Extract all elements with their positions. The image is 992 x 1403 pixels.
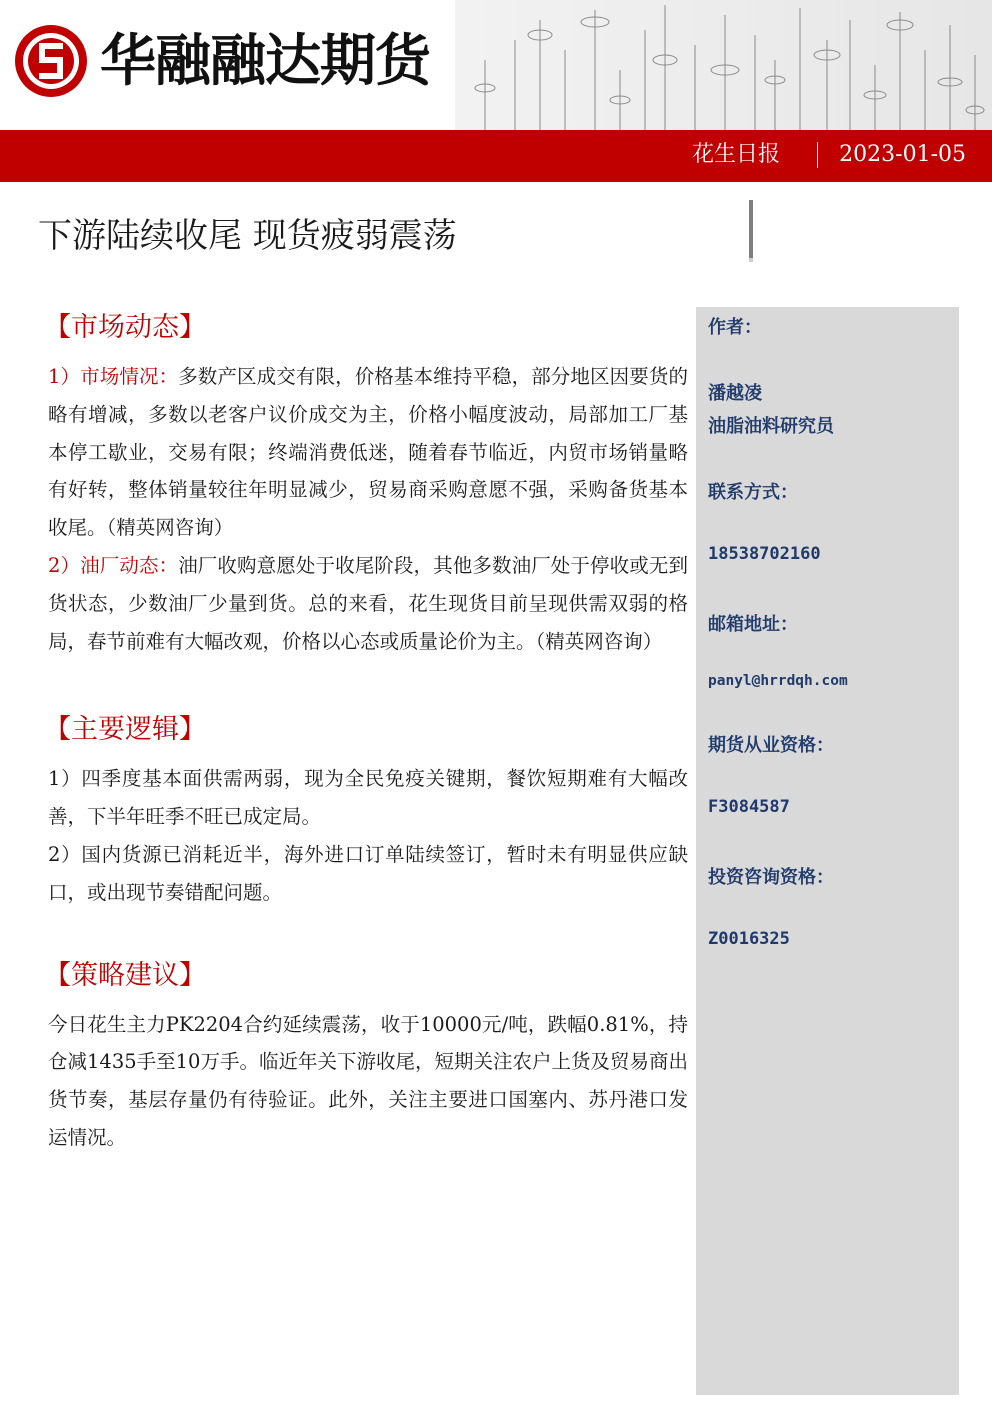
report-type: 花生日报 <box>691 142 780 167</box>
email-label: 邮箱地址： <box>708 614 798 635</box>
advisory-cert-number: Z0016325 <box>708 929 790 949</box>
phone-number: 18538702160 <box>708 544 821 564</box>
company-logo-icon <box>12 22 90 100</box>
market-text-2: 油厂收购意愿处于收尾阶段，其他多数油厂处于停收或无到货状态，少数油厂少量到货。总的来看，花生现货目前呈现供需双弱的格局，春节前难有大幅改观，价格以心态或质量论价为主。（精英网咨询） <box>48 553 688 653</box>
page-title: 下游陆续收尾 现货疲弱震荡 <box>38 216 457 256</box>
title-rule <box>749 200 753 260</box>
brand-name: 华融融达期货 <box>100 29 430 94</box>
contact-label: 联系方式： <box>708 482 798 503</box>
report-date: 2023-01-05 <box>839 142 966 167</box>
section-heading-logic: 【主要逻辑】 <box>44 714 206 746</box>
author-title: 油脂油料研究员 <box>708 416 834 437</box>
futures-cert-number: F3084587 <box>708 797 790 817</box>
author-label: 作者： <box>708 317 762 338</box>
logic-paragraph-1: 1）四季度基本面供需两弱，现为全民免疫关键期，餐饮短期难有大幅改善，下半年旺季不旺已成定局。 <box>48 767 688 829</box>
main-content <box>44 308 688 1157</box>
page-header <box>0 0 992 130</box>
email-address[interactable]: panyl@hrrdqh.com <box>708 673 848 689</box>
section-heading-strategy: 【策略建议】 <box>44 959 206 991</box>
title-rule-end <box>749 258 753 262</box>
section-heading-market: 【市场动态】 <box>44 312 206 343</box>
strategy-paragraph: 今日花生主力PK2204合约延续震荡，收于10000元/吨，跌幅0.81%，持仓减1435手至10万手。临近年关下游收尾，短期关注农户上货及贸易商出货节奏，基层存量仍有待验证。此外，关注主要进口国塞内、苏丹港口发运情况。 <box>48 1012 688 1149</box>
market-paragraph-2 <box>48 547 688 660</box>
market-paragraph-1 <box>48 358 688 547</box>
market-label-2: 2）油厂动态： <box>48 553 179 577</box>
decorative-pattern <box>455 0 992 130</box>
logic-paragraph-2: 2）国内货源已消耗近半，海外进口订单陆续签订，暂时未有明显供应缺口，或出现节奏错配问题。 <box>48 842 688 904</box>
author-name: 潘越凌 <box>708 383 762 404</box>
author-sidebar <box>696 307 959 1395</box>
market-text-1: 多数产区成交有限，价格基本维持平稳，部分地区因要货的略有增减，多数以老客户议价成交为主，价格小幅度波动，局部加工厂基本停工歇业，交易有限；终端消费低迷，随着春节临近，内贸市场销量略有好转，整体销量较往年明显减少，贸易商采购意愿不强，采购备货基本收尾。（精英网咨询） <box>48 365 688 540</box>
futures-cert-label: 期货从业资格： <box>708 735 834 756</box>
banner-divider <box>817 142 818 168</box>
advisory-cert-label: 投资咨询资格： <box>708 867 834 888</box>
market-label-1: 1）市场情况： <box>48 365 179 388</box>
